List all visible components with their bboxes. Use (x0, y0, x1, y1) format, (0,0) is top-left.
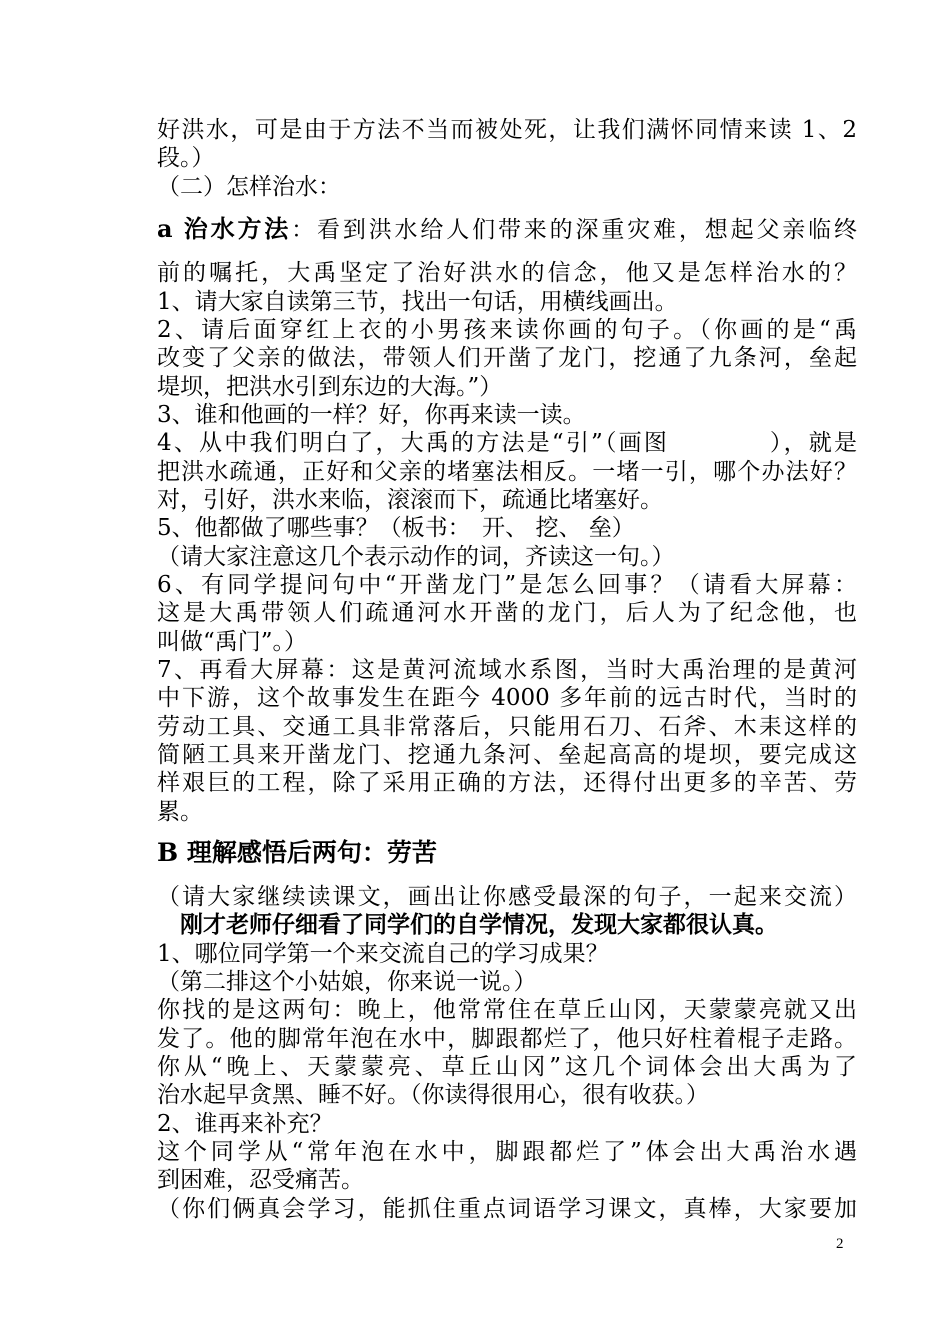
text-line: 简陋工具来开凿龙门、挖通九条河、垒起高高的堤坝，要完成这 (157, 742, 857, 768)
text-line: 把洪水疏通，正好和父亲的堵塞法相反。一堵一引，哪个办法好？ (157, 459, 857, 485)
text-line: 3、谁和他画的一样？好，你再来读一读。 (157, 402, 586, 428)
text-line: （请大家注意这几个表示动作的词，齐读这一句。） (157, 544, 675, 570)
text-line: 你找的是这两句：晚上，他常常住在草丘山冈，天蒙蒙亮就又出 (157, 997, 857, 1023)
text-line: 6、有同学提问句中“开凿龙门”是怎么回事？（请看大屏幕： (157, 572, 857, 598)
text-line: （你们俩真会学习，能抓住重点词语学习课文，真棒，大家要加 (157, 1196, 857, 1222)
text-line: （请大家继续读课文，画出让你感受最深的句子，一起来交流） (157, 884, 857, 910)
text-line: 到困难，忍受痛苦。 (157, 1167, 364, 1193)
text-line: 累。 (157, 799, 203, 825)
text-line: 5、他都做了哪些事？（板书： 开、 挖、 垒） (157, 515, 635, 541)
text-line: 段。） (157, 145, 215, 171)
text-line: 这个同学从“常年泡在水中，脚跟都烂了”体会出大禹治水遇 (157, 1139, 857, 1165)
subheading: a 治水方法 (157, 214, 292, 243)
text-line: 前的嘱托，大禹坚定了治好洪水的信念，他又是怎样治水的？ (157, 260, 857, 286)
section-heading: （二）怎样治水： (157, 174, 341, 200)
text-line: 叫做“禹门”。） (157, 629, 308, 655)
subheading: B 理解感悟后两句：劳苦 (157, 838, 437, 867)
text-line: 7、再看大屏幕：这是黄河流域水系图，当时大禹治理的是黄河 (157, 657, 857, 683)
text-line: 2、谁再来补充？ (157, 1111, 333, 1137)
text-line: 你从“晚上、天蒙蒙亮、草丘山冈”这几个词体会出大禹为了 (157, 1054, 857, 1080)
text-line: 中下游，这个故事发生在距今 4000 多年前的远古时代，当时的 (157, 685, 857, 711)
text-line: 这是大禹带领人们疏通河水开凿的龙门，后人为了纪念他，也 (157, 600, 857, 626)
text-line: 堤坝，把洪水引到东边的大海。”） (157, 374, 503, 400)
page-number: 2 (836, 1236, 844, 1252)
text-line: 4、从中我们明白了，大禹的方法是“引”（画图 ），就是 (157, 430, 857, 456)
text-line: 1、请大家自读第三节，找出一句话，用横线画出。 (157, 289, 678, 315)
text-line: 1、哪位同学第一个来交流自己的学习成果？ (157, 941, 609, 967)
text-span: ：看到洪水给人们带来的深重灾难，想起父亲临终 (291, 217, 858, 243)
text-line: 劳动工具、交通工具非常落后，只能用石刀、石斧、木耒这样的 (157, 714, 857, 740)
subheading-line (157, 215, 857, 244)
text-line: 治水起早贪黑、睡不好。（你读得很用心，很有收获。） (157, 1082, 709, 1108)
text-line: 对，引好，洪水来临，滚滚而下，疏通比堵塞好。 (157, 487, 663, 513)
bold-text-line: 刚才老师仔细看了同学们的自学情况，发现大家都很认真。 (157, 911, 778, 938)
text-line: 改变了父亲的做法，带领人们开凿了龙门，挖通了九条河，垒起 (157, 345, 857, 371)
text-line: 2、请后面穿红上衣的小男孩来读你画的句子。（你画的是“禹 (157, 317, 857, 343)
text-line: （第二排这个小姑娘，你来说一说。） (157, 969, 537, 995)
text-line: 样艰巨的工程，除了采用正确的方法，还得付出更多的辛苦、劳 (157, 770, 857, 796)
text-line: 好洪水，可是由于方法不当而被处死，让我们满怀同情来读 1、2 (157, 117, 857, 143)
text-line: 发了。他的脚常年泡在水中，脚跟都烂了，他只好柱着棍子走路。 (157, 1026, 857, 1052)
